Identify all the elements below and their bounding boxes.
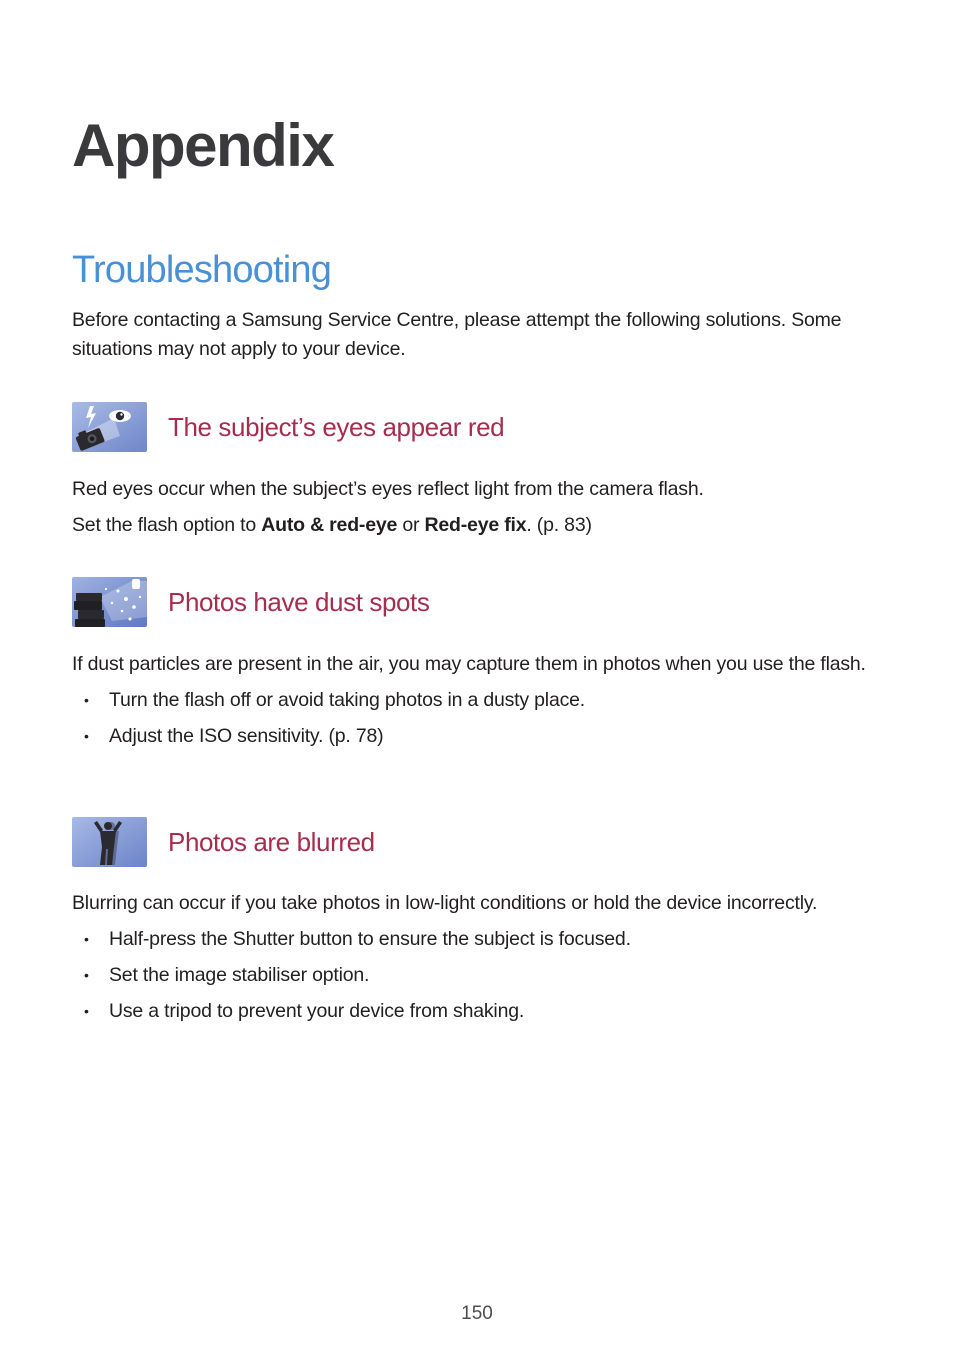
- list-item-text: Adjust the ISO sensitivity. (p. 78): [109, 725, 384, 747]
- issue-dust-spots: [72, 577, 872, 754]
- instruction-prefix: Set the flash option to: [72, 514, 262, 536]
- red-eye-flash-icon: [72, 402, 147, 452]
- list-item-text: Half-press the Shutter button to ensure the subject is focused.: [109, 928, 631, 950]
- solution-list: [72, 921, 872, 1029]
- section-title: Troubleshooting: [72, 249, 332, 291]
- issue-title: The subject’s eyes appear red: [168, 412, 505, 442]
- issue-description: Blurring can occur if you take photos in low-light conditions or hold the device incorrectly.: [72, 892, 818, 914]
- bullet-glyph: •: [84, 931, 89, 947]
- issue-title: Photos have dust spots: [168, 587, 430, 617]
- solution-list: [72, 682, 872, 754]
- dust-spots-icon: [72, 577, 147, 627]
- list-item-text: Use a tripod to prevent your device from shaking.: [109, 1000, 525, 1022]
- blurred-photo-icon: [72, 817, 147, 867]
- issue-description: Red eyes occur when the subject’s eyes reflect light from the camera flash.: [72, 478, 704, 500]
- document-page: [72, 0, 872, 1350]
- bullet-glyph: •: [84, 692, 89, 708]
- list-item-text: Turn the flash off or avoid taking photos in a dusty place.: [109, 689, 585, 711]
- list-item: [72, 682, 872, 718]
- section-intro: Before contacting a Samsung Service Centre, please attempt the following solutions. Some situations may not apply to your device.: [72, 309, 842, 360]
- issue-title: Photos are blurred: [168, 827, 375, 857]
- instruction-connector: or: [397, 514, 425, 536]
- issue-description: If dust particles are present in the air, you may capture them in photos when you use the flash.: [72, 653, 866, 675]
- issue-red-eye: [72, 402, 872, 540]
- issue-header: [72, 577, 872, 627]
- chapter-title: Appendix: [72, 112, 334, 179]
- option-auto-red-eye: Auto & red-eye: [261, 514, 398, 536]
- bullet-glyph: •: [84, 1003, 89, 1019]
- list-item: [72, 718, 872, 754]
- issue-blurred: [72, 817, 872, 1029]
- page-number: 150: [461, 1303, 493, 1324]
- issue-header: [72, 817, 872, 867]
- list-item-text: Set the image stabiliser option.: [109, 964, 370, 986]
- issue-header: [72, 402, 872, 452]
- list-item: [72, 921, 872, 957]
- bullet-glyph: •: [84, 967, 89, 983]
- option-red-eye-fix: Red-eye fix: [424, 514, 527, 536]
- flash-option-instruction: [72, 511, 872, 540]
- list-item: [72, 957, 872, 993]
- instruction-suffix: . (p. 83): [526, 514, 592, 536]
- list-item: [72, 993, 872, 1029]
- bullet-glyph: •: [84, 728, 89, 744]
